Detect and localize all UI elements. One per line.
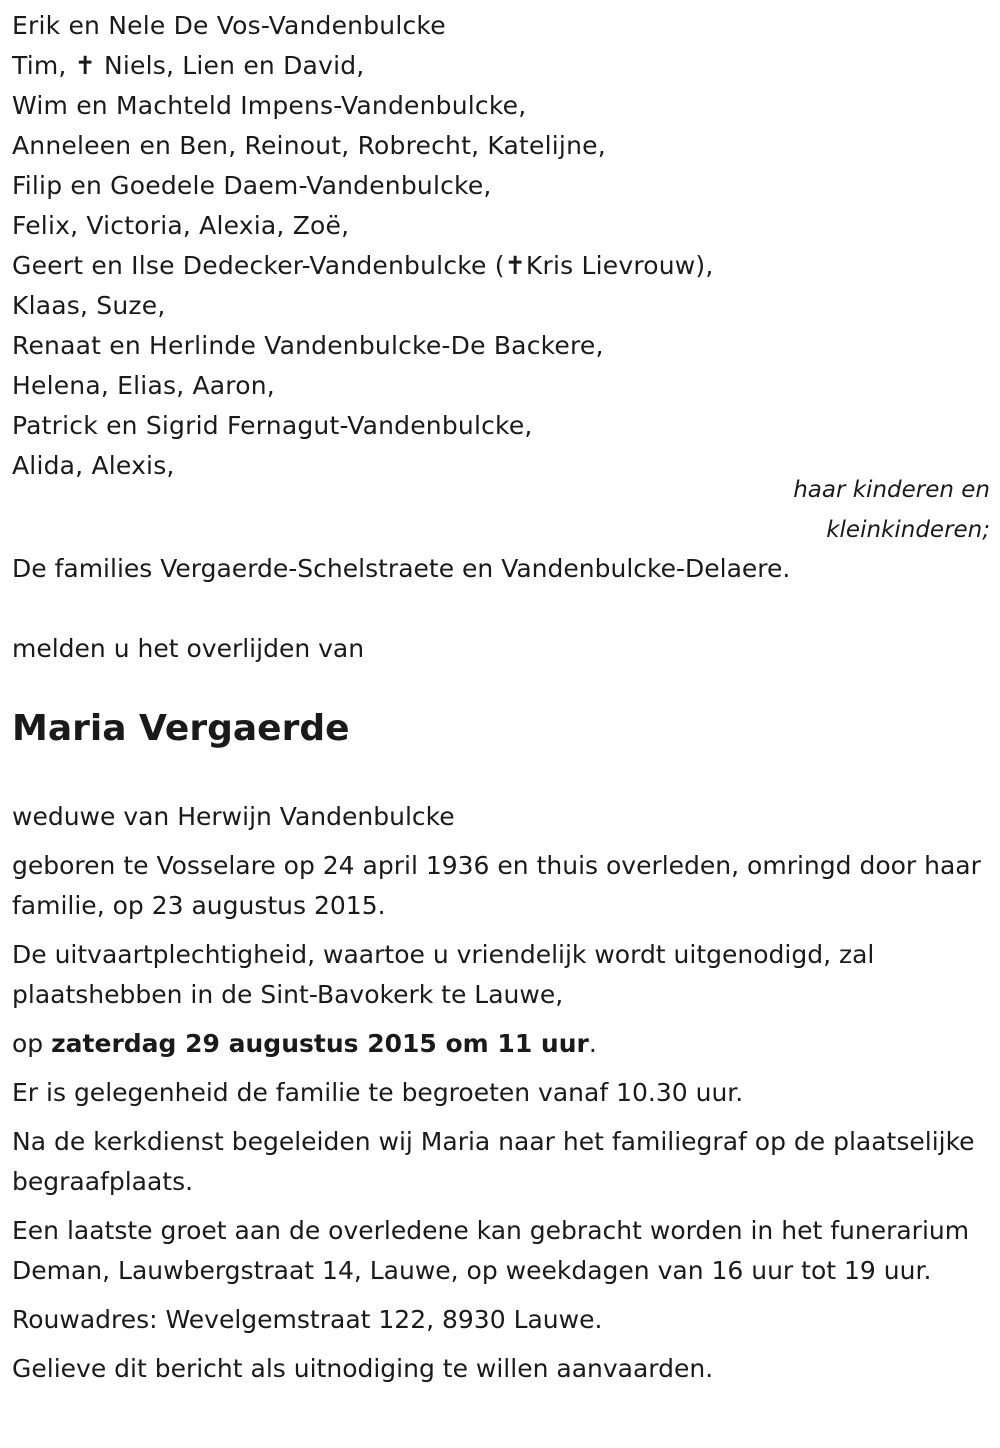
birth-death-info: geboren te Vosselare op 24 april 1936 en thuis overleden, omringd door haar familie, op 23 augustus 2015. — [12, 851, 981, 920]
family-line: Geert en Ilse Dedecker-Vandenbulcke (✝Kris Lievrouw), — [12, 251, 714, 280]
deceased-name: Maria Vergaerde — [12, 708, 350, 749]
family-line: Klaas, Suze, — [12, 291, 166, 320]
family-line: Tim, ✝ Niels, Lien en David, — [12, 51, 365, 80]
family-line: Wim en Machteld Impens-Vandenbulcke, — [12, 91, 527, 120]
signoff-line: haar kinderen en — [793, 477, 990, 503]
family-list — [12, 6, 714, 486]
ceremony-date — [12, 1024, 990, 1064]
extended-families: De families Vergaerde-Schelstraete en Vandenbulcke-Delaere. — [12, 554, 791, 583]
family-line: Filip en Goedele Daem-Vandenbulcke, — [12, 171, 492, 200]
date-prefix: op — [12, 1029, 52, 1058]
family-line: Erik en Nele De Vos-Vandenbulcke — [12, 11, 446, 40]
family-line: Renaat en Herlinde Vandenbulcke-De Backere, — [12, 331, 604, 360]
mourning-address: Rouwadres: Wevelgemstraat 122, 8930 Lauwe. — [12, 1305, 603, 1334]
date-bold: zaterdag 29 augustus 2015 om 11 uur — [51, 1029, 589, 1058]
family-line: Patrick en Sigrid Fernagut-Vandenbulcke, — [12, 411, 533, 440]
family-line: Alida, Alexis, — [12, 451, 175, 480]
signoff-line: kleinkinderen; — [826, 517, 990, 543]
family-signoff — [793, 470, 990, 550]
family-line: Helena, Elias, Aaron, — [12, 371, 275, 400]
farewell-info: Een laatste groet aan de overledene kan gebracht worden in het funerarium Deman, Lauwbergstraat 14, Lauwe, op weekdagen van 16 uur tot 19 uur. — [12, 1216, 970, 1285]
closing-note: Gelieve dit bericht als uitnodiging te willen aanvaarden. — [12, 1354, 714, 1383]
family-line: Felix, Victoria, Alexia, Zoë, — [12, 211, 350, 240]
widow-of: weduwe van Herwijn Vandenbulcke — [12, 802, 455, 831]
family-line: Anneleen en Ben, Reinout, Robrecht, Katelijne, — [12, 131, 606, 160]
ceremony-info: De uitvaartplechtigheid, waartoe u vriendelijk wordt uitgenodigd, zal plaatshebben in de Sint-Bavokerk te Lauwe, — [12, 940, 875, 1009]
greeting-info: Er is gelegenheid de familie te begroeten vanaf 10.30 uur. — [12, 1078, 744, 1107]
burial-info: Na de kerkdienst begeleiden wij Maria naar het familiegraf op de plaatselijke begraafplaats. — [12, 1127, 975, 1196]
announcement: melden u het overlijden van — [12, 634, 365, 663]
date-suffix: . — [588, 1029, 597, 1058]
obituary-details — [12, 797, 990, 1398]
